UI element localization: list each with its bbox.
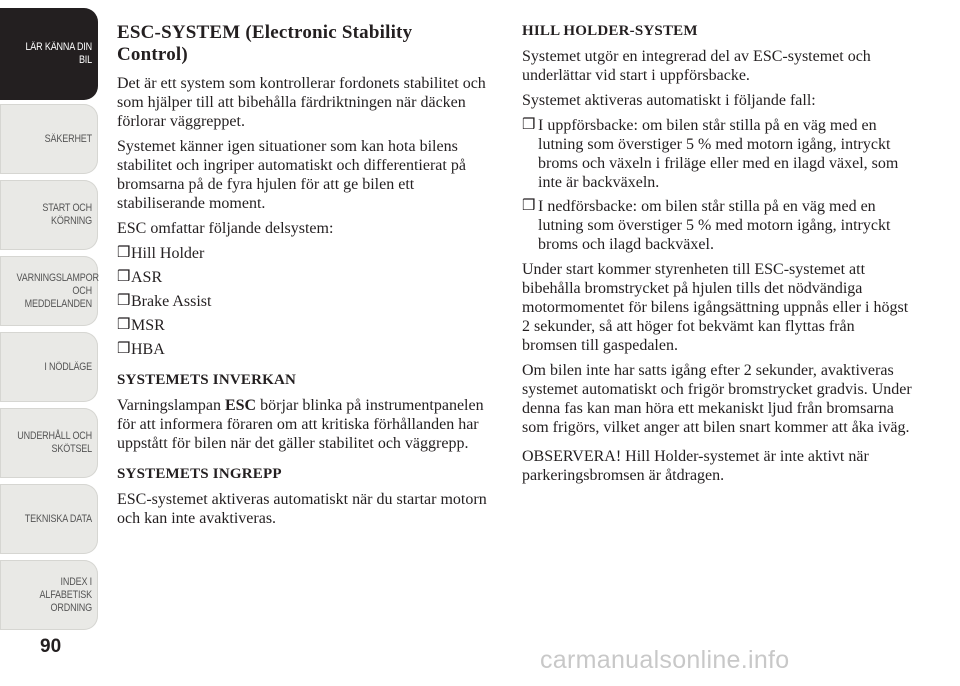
tab-label: TEKNISKA DATA — [24, 512, 92, 525]
list-item-text: HBA — [131, 341, 165, 358]
sidebar-tab-underhall-och-skotsel[interactable] — [0, 408, 98, 478]
tab-label: SKÖTSEL — [51, 443, 92, 455]
sidebar-tab-start-och-korning[interactable] — [0, 180, 98, 250]
checkbox-bullet-icon: ❒ — [522, 198, 536, 214]
list-item — [117, 268, 500, 287]
sidebar-tab-varningslampor[interactable] — [0, 256, 98, 326]
right-column — [522, 22, 912, 491]
tab-label: OCH — [72, 284, 92, 297]
list-item — [522, 116, 912, 192]
checkbox-bullet-icon: ❒ — [117, 293, 131, 309]
paragraph: Under start kommer styrenheten till ESC-systemet att bibehålla bromstrycket på hjulen tills det nödvändiga motormomentet för bilens igångsättning uppnås eller i högst 2 sekunder, så att höger fot bekvämt kan flyttas från bromsen till gaspedalen. — [522, 261, 909, 354]
section-title — [117, 22, 500, 66]
tab-label: UNDERHÅLL OCH — [17, 430, 93, 442]
heading-ingrepp: SYSTEMETS INGREPP — [117, 466, 282, 482]
paragraph: ESC omfattar följande delsystem: — [117, 220, 334, 237]
heading-hill-holder: HILL HOLDER-SYSTEM — [522, 23, 698, 39]
list-item — [117, 316, 500, 335]
list-item — [117, 244, 500, 263]
tab-label: MEDDELANDEN — [24, 297, 92, 310]
esc-label: ESC — [224, 397, 257, 414]
list-item-text: Hill Holder — [131, 245, 205, 262]
watermark: carmanualsonline.info — [540, 646, 790, 674]
list-item-text: MSR — [131, 317, 165, 334]
list-item — [117, 292, 500, 311]
tab-label: INDEX I — [60, 575, 92, 588]
case-list — [522, 116, 912, 254]
tab-label: BIL — [78, 54, 92, 66]
paragraph: Det är ett system som kontrollerar fordonets stabilitet och som hjälper till att bibehålla färdriktningen när däcken förlorar väggreppet. — [117, 75, 486, 130]
list-item — [117, 340, 500, 359]
paragraph: OBSERVERA! Hill Holder-systemet är inte aktivt när parkeringsbromsen är åtdragen. — [522, 448, 869, 484]
list-item-text: I nedförsbacke: om bilen står stilla på en väg med en lutning som överstiger 5 % med motorn igång, intryckt broms och ilagd backväxel. — [538, 198, 891, 253]
paragraph: Systemet utgör en integrerad del av ESC-systemet och underlättar vid start i uppförsbacke. — [522, 48, 871, 84]
tab-label: I NÖDLÄGE — [44, 360, 92, 373]
paragraph: Systemet aktiveras automatiskt i följande fall: — [522, 92, 816, 109]
subsystem-list — [117, 244, 500, 359]
tab-label: ORDNING — [50, 601, 92, 614]
tab-label: ALFABETISK — [39, 588, 92, 601]
sidebar-tab-i-nodlage[interactable] — [0, 332, 98, 402]
sidebar-tab-index[interactable] — [0, 560, 98, 630]
text: börjar blinka på instrumentpanelen för att informera föraren om att kritiska förhållanden har uppstått för bilen när det gäller stabilitet och väggrepp. — [117, 397, 484, 452]
tab-label: KÖRNING — [51, 215, 92, 227]
tab-label: VARNINGSLAMPOR — [16, 271, 99, 284]
sidebar-tab-sakerhet[interactable] — [0, 104, 98, 174]
tab-label: LÄR KÄNNA DIN — [25, 41, 92, 53]
paragraph — [117, 396, 500, 453]
text: Varningslampan — [117, 397, 225, 414]
checkbox-bullet-icon: ❒ — [117, 317, 131, 333]
paragraph: Om bilen inte har satts igång efter 2 sekunder, avaktiveras systemet automatiskt och frigör bromstrycket gradvis. Under denna fas kan man höra ett mekaniskt ljud från bromsarna som frigörs, vilket anger att bilen snart kommer att åka iväg. — [522, 362, 912, 436]
heading-inverkan: SYSTEMETS INVERKAN — [117, 372, 297, 388]
tab-label: SÄKERHET — [44, 132, 92, 145]
left-column — [117, 22, 500, 534]
title-line-2: Control) — [117, 44, 188, 65]
checkbox-bullet-icon: ❒ — [117, 245, 131, 261]
paragraph: ESC-systemet aktiveras automatiskt när du startar motorn och kan inte avaktiveras. — [117, 491, 487, 527]
list-item-text: I uppförsbacke: om bilen står stilla på en väg med en lutning som överstiger 5 % med motorn igång, intryckt broms och växeln i friläge eller med en ilagd växel, som inte är backväxeln. — [538, 117, 899, 191]
title-line-1: ESC-SYSTEM (Electronic Stability — [117, 22, 413, 43]
checkbox-bullet-icon: ❒ — [117, 269, 131, 285]
paragraph: Systemet känner igen situationer som kan hota bilens stabilitet och ingriper automatiskt och differentierat på bromsarna på de fyra hjulen för att ge bilen ett stabiliserande moment. — [117, 138, 466, 212]
list-item — [522, 197, 912, 254]
checkbox-bullet-icon: ❒ — [117, 341, 131, 357]
list-item-text: Brake Assist — [131, 293, 212, 310]
sidebar-tab-lar-kanna-din-bil[interactable] — [0, 8, 98, 100]
list-item-text: ASR — [131, 269, 163, 286]
sidebar-tab-tekniska-data[interactable] — [0, 484, 98, 554]
checkbox-bullet-icon: ❒ — [522, 117, 536, 133]
tab-label: START OCH — [42, 202, 92, 214]
page-number: 90 — [40, 636, 62, 657]
